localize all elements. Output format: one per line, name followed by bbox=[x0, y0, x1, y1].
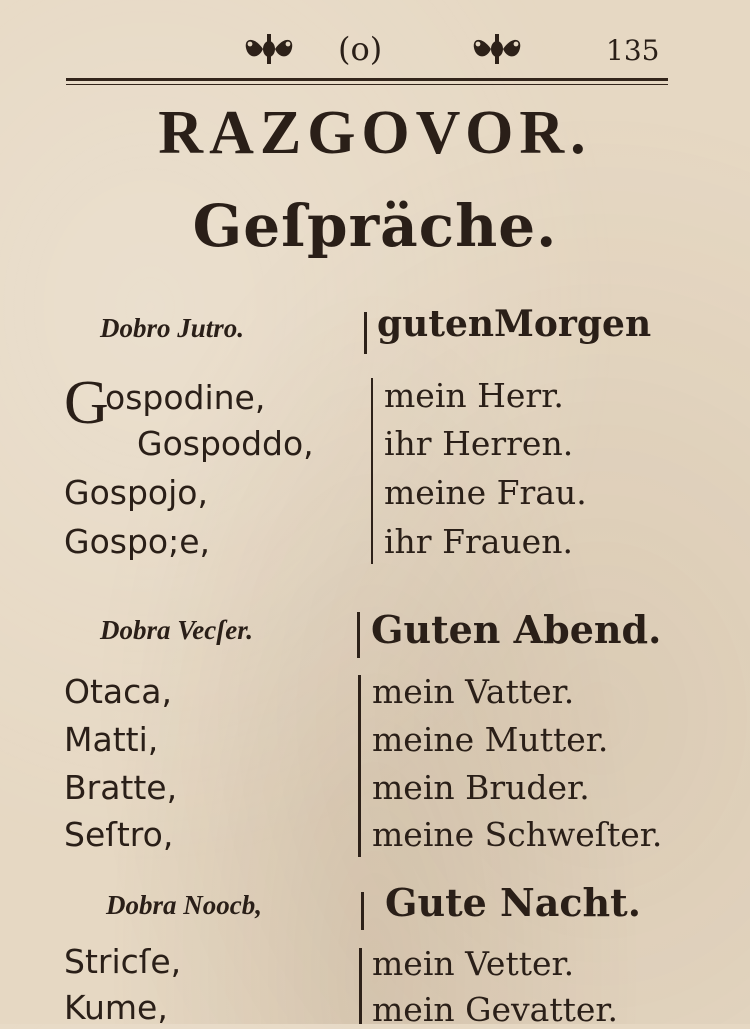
column-divider bbox=[359, 948, 362, 1024]
greeting-left: Dobro Jutro. bbox=[100, 313, 245, 343]
column-divider bbox=[358, 675, 361, 857]
greeting-left: Dobra Vecſer. bbox=[100, 615, 253, 645]
list-item: Kume, bbox=[64, 988, 168, 1027]
list-item: Otaca, bbox=[64, 672, 172, 711]
page-number: 135 bbox=[606, 34, 660, 67]
column-divider bbox=[357, 612, 360, 658]
greeting-right: gutenMorgen bbox=[377, 303, 652, 345]
list-item: mein Vetter. bbox=[372, 944, 575, 983]
list-item: Stricſe, bbox=[64, 942, 182, 981]
list-item: mein Bruder. bbox=[372, 768, 590, 807]
header-rule bbox=[66, 78, 668, 81]
list-item: Seſtro, bbox=[64, 815, 174, 854]
list-item: ihr Herren. bbox=[384, 424, 574, 463]
drop-cap: G bbox=[64, 369, 109, 437]
list-item: mein Gevatter. bbox=[372, 990, 619, 1029]
list-item: Matti, bbox=[64, 720, 159, 759]
floral-ornament-icon bbox=[240, 30, 298, 68]
column-divider bbox=[361, 892, 364, 930]
list-item: mein Vatter. bbox=[372, 672, 575, 711]
list-item: meine Frau. bbox=[384, 473, 587, 512]
page-subtitle: Geſpräche. bbox=[192, 192, 558, 260]
list-item: meine Schweſter. bbox=[372, 815, 663, 854]
list-item: Gospojo, bbox=[64, 473, 208, 512]
header-rule-thin bbox=[66, 84, 668, 85]
greeting-right: Gute Nacht. bbox=[385, 880, 641, 925]
list-item: Gospoddo, bbox=[137, 424, 314, 463]
page-mark: (o) bbox=[338, 30, 383, 68]
floral-ornament-icon bbox=[468, 30, 526, 68]
list-item: meine Mutter. bbox=[372, 720, 609, 759]
list-item: mein Herr. bbox=[384, 376, 564, 415]
list-item: ihr Frauen. bbox=[384, 522, 573, 561]
greeting-left: Dobra Noocb, bbox=[106, 890, 262, 920]
column-divider bbox=[371, 378, 373, 564]
page-title: RAZGOVOR. bbox=[158, 99, 592, 167]
list-item: Bratte, bbox=[64, 768, 178, 807]
greeting-right: Guten Abend. bbox=[371, 607, 662, 652]
list-item: ospodine, bbox=[105, 378, 266, 417]
list-item: Gospo;e, bbox=[64, 522, 211, 561]
column-divider bbox=[364, 312, 367, 354]
